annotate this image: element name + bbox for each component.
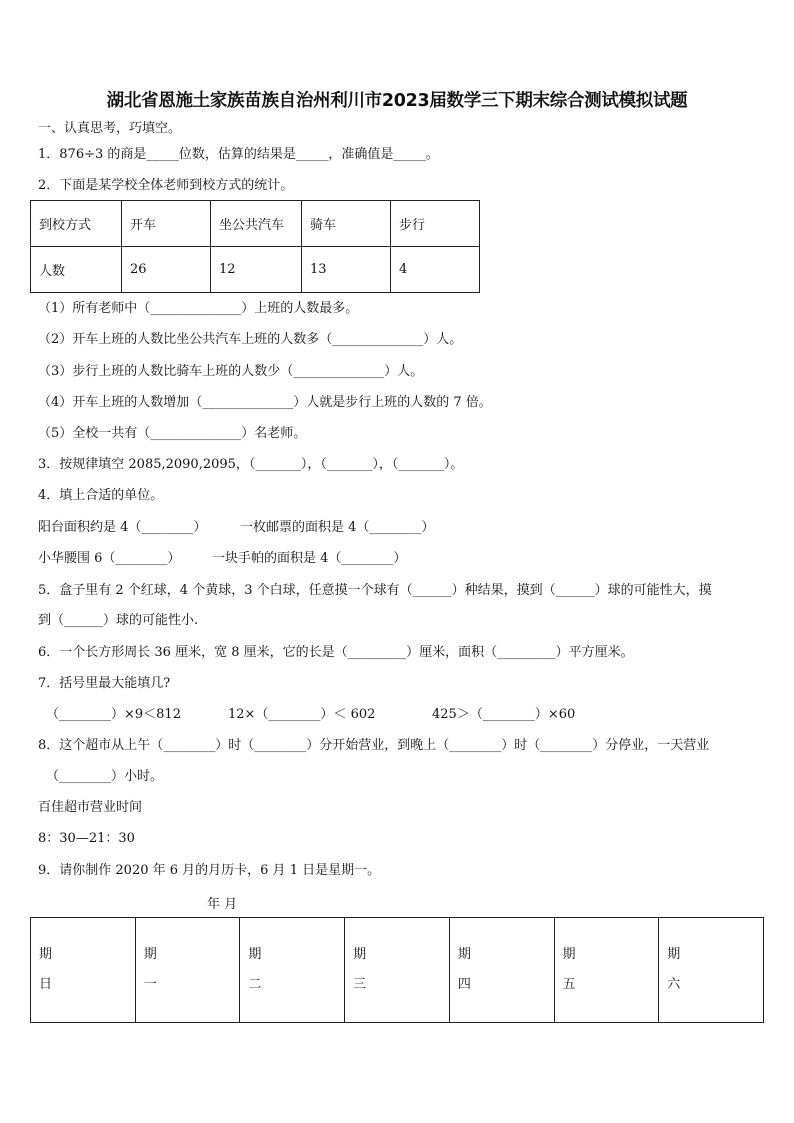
table-cell: 步行 (391, 201, 480, 247)
question-8-line2: （________）小时。 (46, 769, 164, 784)
question-2-1: （1）所有老师中（______________）上班的人数最多。 (38, 301, 359, 316)
table-cell: 12 (211, 247, 302, 293)
question-4c: 小华腰围 6（________） (38, 551, 181, 566)
question-4d: 一块手帕的面积是 4（________） (212, 551, 407, 566)
weekday-cell (135, 918, 240, 1023)
calendar-table (30, 917, 764, 1023)
question-2: 2．下面是某学校全体老师到校方式的统计。 (38, 178, 294, 193)
store-hours: 8：30—21：30 (38, 831, 135, 846)
question-1: 1．876÷3 的商是_____位数，估算的结果是_____，准确值是_____。 (38, 147, 439, 162)
question-7c: 425＞（________）×60 (432, 707, 576, 722)
question-7: 7．括号里最大能填几? (38, 676, 171, 691)
table-cell: 坐公共汽车 (211, 201, 302, 247)
weekday-top: 期 (248, 947, 262, 962)
question-3: 3．按规律填空 2085,2090,2095，（_______），（_______），（_______）。 (38, 457, 464, 472)
question-2-3: （3）步行上班的人数比骑车上班的人数少（______________）人。 (38, 364, 424, 379)
commute-table (30, 200, 480, 293)
page-title: 湖北省恩施土家族苗族自治州利川市2023届数学三下期末综合测试模拟试题 (106, 91, 688, 111)
table-cell: 4 (391, 247, 480, 293)
question-7b: 12×（________）＜ 602 (228, 707, 376, 722)
question-6: 6．一个长方形周长 36 厘米，宽 8 厘米，它的长是（_________）厘米，面积（_________）平方厘米。 (38, 645, 634, 660)
weekday-cell (659, 918, 764, 1023)
weekday-cell (31, 918, 136, 1023)
table-cell: 人数 (31, 247, 122, 293)
weekday-cell (449, 918, 554, 1023)
question-7a: （________）×9＜812 (46, 707, 181, 722)
question-4a: 阳台面积约是 4（________） (38, 520, 207, 535)
weekday-bottom: 一 (143, 977, 157, 992)
table-row (31, 201, 480, 247)
question-4b: 一枚邮票的面积是 4（________） (240, 520, 435, 535)
question-2-5: （5）全校一共有（______________）名老师。 (38, 426, 307, 441)
question-5-line2: 到（______）球的可能性小. (38, 613, 199, 628)
calendar-caption: 年 月 (207, 897, 238, 912)
weekday-bottom: 五 (562, 977, 576, 992)
question-2-2: （2）开车上班的人数比坐公共汽车上班的人数多（______________）人。 (38, 332, 463, 347)
store-hours-sign: 百佳超市营业时间 (38, 800, 143, 815)
table-row (31, 918, 764, 1023)
weekday-top: 期 (667, 947, 681, 962)
weekday-top: 期 (457, 947, 471, 962)
weekday-bottom: 日 (39, 977, 53, 992)
table-cell: 13 (302, 247, 391, 293)
table-cell: 开车 (122, 201, 211, 247)
weekday-cell (240, 918, 345, 1023)
question-9: 9．请你制作 2020 年 6 月的月历卡，6 月 1 日是星期一。 (38, 863, 381, 878)
table-cell: 到校方式 (31, 201, 122, 247)
question-5-line1: 5．盒子里有 2 个红球，4 个黄球，3 个白球，任意摸一个球有（______）种结果，摸到（______）球的可能性大，摸 (38, 583, 712, 598)
weekday-top: 期 (39, 947, 53, 962)
section-heading: 一、认真思考，巧填空。 (38, 121, 182, 136)
question-8-line1: 8．这个超市从上午（________）时（________）分开始营业，到晚上（________）时（________）分停业，一天营业 (38, 738, 710, 753)
question-4: 4．填上合适的单位。 (38, 488, 164, 503)
table-cell: 26 (122, 247, 211, 293)
question-2-4: （4）开车上班的人数增加（______________）人就是步行上班的人数的 7 倍。 (38, 395, 492, 410)
weekday-top: 期 (353, 947, 367, 962)
weekday-bottom: 二 (248, 977, 262, 992)
weekday-bottom: 六 (667, 977, 681, 992)
weekday-bottom: 三 (353, 977, 367, 992)
weekday-cell (345, 918, 450, 1023)
table-row (31, 247, 480, 293)
weekday-cell (554, 918, 659, 1023)
weekday-top: 期 (143, 947, 157, 962)
table-cell: 骑车 (302, 201, 391, 247)
weekday-bottom: 四 (457, 977, 471, 992)
weekday-top: 期 (562, 947, 576, 962)
